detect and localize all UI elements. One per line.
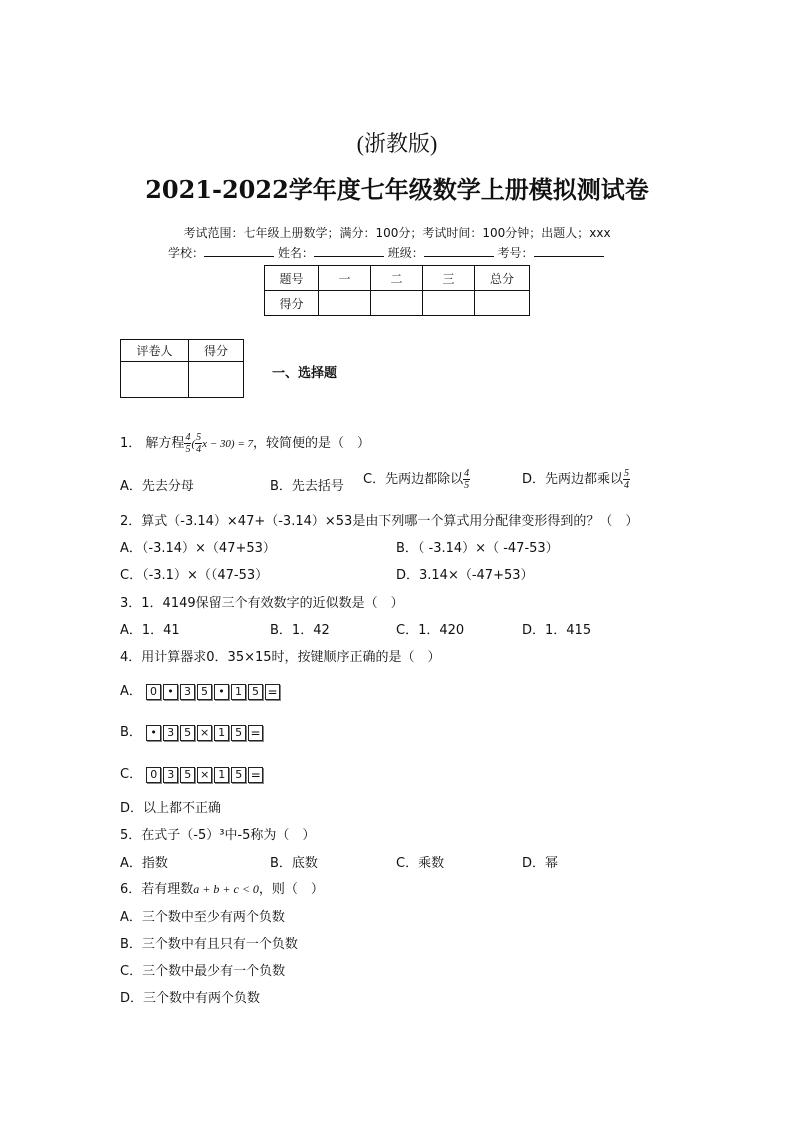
- exam-number-label: 考号：: [497, 246, 534, 260]
- calculator-key: •: [214, 684, 229, 700]
- exam-info: 考试范围：七年级上册数学；满分：100分；考试时间：100分钟；出题人；xxx: [183, 226, 611, 240]
- option[interactable]: [120, 763, 265, 783]
- option[interactable]: [363, 468, 470, 491]
- question-text: 用计算器求0．35×15时，按键顺序正确的是（ ）: [141, 650, 441, 665]
- name-blank[interactable]: [314, 244, 384, 257]
- equation-part: (: [191, 438, 196, 450]
- calculator-key: 1: [214, 767, 229, 783]
- edition-label: (浙教版): [356, 131, 438, 156]
- question-number: 4．: [120, 650, 142, 665]
- calculator-key: 0: [146, 767, 161, 783]
- score-table-header: 三: [423, 266, 475, 291]
- option[interactable]: A．（-3.14）×（47+53）: [120, 541, 276, 556]
- score-cell[interactable]: [371, 291, 423, 316]
- question-text: ，则（ ）: [258, 882, 324, 897]
- option[interactable]: B．先去括号: [270, 479, 344, 494]
- calculator-key: 3: [163, 767, 178, 783]
- option-text: C．先两边都除以: [363, 472, 464, 487]
- question-text: ，较简便的是（ ）: [253, 436, 371, 451]
- calculator-key: •: [146, 725, 161, 741]
- question-3-stem: [120, 592, 404, 611]
- option[interactable]: D．1．415: [522, 623, 592, 638]
- option[interactable]: B．三个数中有且只有一个负数: [120, 937, 298, 952]
- question-text: 算式（-3.14）×47+（-3.14）×53是由下列哪一个算式用分配律变形得到的？（ ）: [141, 514, 639, 529]
- option[interactable]: [120, 680, 282, 700]
- equation-part: x − 30) = 7: [202, 438, 254, 450]
- calculator-key: ×: [197, 767, 212, 783]
- question-2-stem: [120, 510, 638, 529]
- grader-header: 评卷人: [121, 340, 189, 362]
- grader-cell[interactable]: [121, 362, 189, 398]
- option-text: B．: [120, 725, 142, 740]
- class-blank[interactable]: [424, 244, 494, 257]
- question-text: 1．4149保留三个有效数字的近似数是（ ）: [141, 596, 404, 611]
- calculator-key: =: [265, 684, 280, 700]
- exam-title: 2021-2022学年度七年级数学上册模拟测试卷: [145, 175, 649, 204]
- section-heading: 一、选择题: [272, 366, 338, 381]
- calculator-key: =: [248, 725, 263, 741]
- option[interactable]: D．三个数中有两个负数: [120, 991, 261, 1006]
- question-text: 在式子（-5）³中-5称为（ ）: [141, 828, 316, 843]
- question-number: 3．: [120, 596, 142, 611]
- student-fields: [168, 244, 604, 261]
- class-label: 班级：: [387, 246, 424, 260]
- calculator-key-sequence: [146, 725, 265, 741]
- exam-number-blank[interactable]: [534, 244, 604, 257]
- option[interactable]: A．指数: [120, 856, 168, 871]
- calculator-key-sequence: [146, 767, 265, 783]
- grader-header: 得分: [189, 340, 244, 362]
- calculator-key: 3: [180, 684, 195, 700]
- fraction: $\frac{5}{4}$: [624, 468, 630, 491]
- score-table-header: 题号: [265, 266, 319, 291]
- fraction: $\frac{5}{4}$: [196, 432, 202, 455]
- question-number: 1．: [120, 436, 142, 451]
- question-1-stem: [120, 432, 370, 455]
- calculator-key: 5: [197, 684, 212, 700]
- option[interactable]: B．底数: [270, 856, 318, 871]
- calculator-key: 3: [163, 725, 178, 741]
- option[interactable]: D．3.14×（-47+53）: [396, 568, 534, 583]
- calculator-key: 5: [248, 684, 263, 700]
- option[interactable]: A．1．41: [120, 623, 180, 638]
- option[interactable]: C．1．420: [396, 623, 465, 638]
- option-text: A．: [120, 684, 142, 699]
- option[interactable]: B．（ -3.14）×（ -47-53）: [396, 541, 559, 556]
- fraction: $\frac{4}{5}$: [185, 432, 191, 455]
- question-6-stem: [120, 878, 324, 897]
- score-cell[interactable]: [319, 291, 371, 316]
- option[interactable]: A．三个数中至少有两个负数: [120, 910, 285, 925]
- question-5-stem: [120, 824, 315, 843]
- calculator-key: ×: [197, 725, 212, 741]
- option[interactable]: C．三个数中最少有一个负数: [120, 964, 286, 979]
- math-expression: a + b + c < 0: [193, 882, 259, 896]
- score-table-header: 总分: [475, 266, 530, 291]
- calculator-key: 5: [180, 725, 195, 741]
- calculator-key: 5: [180, 767, 195, 783]
- score-cell[interactable]: [475, 291, 530, 316]
- calculator-key: 0: [146, 684, 161, 700]
- option[interactable]: C．乘数: [396, 856, 445, 871]
- calculator-key: 1: [231, 684, 246, 700]
- score-cell[interactable]: [423, 291, 475, 316]
- score-table-header: 二: [371, 266, 423, 291]
- grader-table: [120, 339, 244, 398]
- fraction: $\frac{4}{5}$: [464, 468, 470, 491]
- option-text: C．: [120, 767, 143, 782]
- calculator-key: =: [248, 767, 263, 783]
- score-table: [264, 265, 530, 316]
- calculator-key: •: [163, 684, 178, 700]
- name-label: 姓名：: [277, 246, 314, 260]
- option[interactable]: D．以上都不正确: [120, 801, 222, 816]
- grader-cell[interactable]: [189, 362, 244, 398]
- option[interactable]: D．幂: [522, 856, 559, 871]
- calculator-key: 5: [231, 725, 246, 741]
- option[interactable]: [120, 721, 265, 741]
- option[interactable]: [522, 468, 630, 491]
- option[interactable]: C．（-3.1）×（（47-53）: [120, 568, 269, 583]
- option[interactable]: A．先去分母: [120, 479, 194, 494]
- question-text: 若有理数: [141, 882, 194, 897]
- question-number: 2．: [120, 514, 142, 529]
- calculator-key: 1: [214, 725, 229, 741]
- question-number: 5．: [120, 828, 142, 843]
- score-row-label: 得分: [265, 291, 319, 316]
- school-label: 学校：: [168, 246, 205, 260]
- calculator-key: 5: [231, 767, 246, 783]
- option-text: D．先两边都乘以: [522, 472, 624, 487]
- calculator-key-sequence: [146, 684, 282, 700]
- option[interactable]: B．1．42: [270, 623, 330, 638]
- school-blank[interactable]: [204, 244, 274, 257]
- question-text: 解方程: [145, 436, 185, 451]
- question-number: 6．: [120, 882, 142, 897]
- question-4-stem: [120, 646, 441, 665]
- score-table-header: 一: [319, 266, 371, 291]
